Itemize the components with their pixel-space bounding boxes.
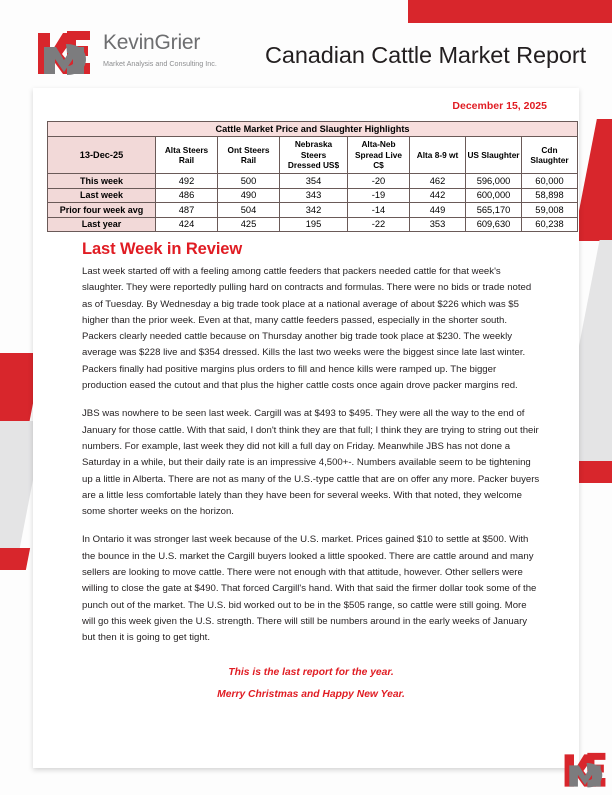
kg-monogram-icon: [36, 30, 92, 77]
content-card: [33, 88, 579, 768]
closing-line: This is the last report for the year.: [228, 666, 394, 678]
row-label: Prior four week avg: [48, 203, 156, 218]
highlights-table-container: [47, 121, 569, 232]
table-cell: 442: [410, 188, 466, 203]
table-cell: 504: [218, 203, 280, 218]
column-header-nebraska-steers-dressed: [280, 137, 348, 174]
article-paragraph: JBS was nowhere to be seen last week. Cargill was at $493 to $495. They were all the way to the end of January for those cattle. With that said, I don't think they are that full; I think they are trying to string out their numbers. For example, last week they did not kill a full day on Friday. Meanwhile JBS has not done a Saturday in a while, but their daily rate is an impressive 4,500+-. Numbers available seem to be tightening up a little in Alberta. There are not as many of the U.S.-type cattle that are on offer any more. Packer buyers are a little less comfortable lately than they have been for several weeks. With that noted, they welcome some shorter weeks on the horizon.: [82, 408, 540, 518]
header-line: US Slaughter: [467, 149, 520, 160]
header-line: Steers: [300, 149, 327, 160]
column-header-cdn-slaughter: [522, 137, 578, 174]
closing-line: Merry Christmas and Happy New Year.: [217, 688, 405, 700]
header-line: Rail: [178, 155, 195, 165]
column-header-us-slaughter: [466, 137, 522, 174]
brand-logo: [36, 30, 217, 77]
header-line: Spread Live: [354, 149, 403, 160]
header-line: Ont Steers: [227, 144, 270, 155]
table-row: [48, 217, 578, 232]
table-title: Cattle Market Price and Slaughter Highlights: [48, 122, 578, 137]
table-cell: -19: [348, 188, 410, 203]
brand-name: KevinGrier: [103, 31, 201, 54]
table-cell: 486: [156, 188, 218, 203]
row-label: Last week: [48, 188, 156, 203]
table-cell: 565,170: [466, 203, 522, 218]
table-cell: 342: [280, 203, 348, 218]
table-cell: -22: [348, 217, 410, 232]
article-paragraph: Last week started off with a feeling among cattle feeders that packers needed cattle for that week's slaughter. They were reportedly pulling hard on contracts and formulas. There were no bids or trade noted as of Tuesday. By Wednesday a big trade took place at a national average of about $226 which was $5 higher than the prior week. Even at that, many cattle feeders passed, especially in the shorter south. Packers clearly needed cattle because on Thursday another big trade took place at $230. The weekly average was $228 live and $354 dressed. Kills the last two weeks were the biggest since late last winter. Packers finally had positive margins plus orders to fill and hence kills were ramped up. The bigger production eased the cutout and that plus the higher cattle costs once again drove packer margins red.: [82, 266, 532, 392]
table-corner-label: 13-Dec-25: [48, 137, 156, 174]
table-cell: 60,000: [522, 174, 578, 189]
report-date: December 15, 2025: [452, 100, 547, 112]
cattle-market-highlights-table: [47, 121, 578, 232]
header-line: Rail: [240, 155, 257, 165]
table-cell: 500: [218, 174, 280, 189]
table-cell: 609,630: [466, 217, 522, 232]
brand-tagline: Market Analysis and Consulting Inc.: [103, 59, 217, 68]
table-cell: 59,008: [522, 203, 578, 218]
table-cell: 195: [280, 217, 348, 232]
table-cell: 58,898: [522, 188, 578, 203]
article-paragraph: In Ontario it was stronger last week because of the U.S. market. Prices gained $10 to settle at $500. With the bounce in the U.S. market the Cargill buyers looked a little spooked. There are cattle around and many sellers are looking to move cattle. There were not enough with that attitude, however. Other sellers were willing to close the gate at $490. That forced Cargill's hand. With that said the firmer dollar took some of the punch out of the market. The U.S. bid worked out to be in the $505 range, so cattle were still going. More will go this week given the U.S. strength. There will still be numbers around in the early weeks of January but then it is going to get tight.: [82, 534, 537, 644]
table-cell: 596,000: [466, 174, 522, 189]
row-label: This week: [48, 174, 156, 189]
table-cell: 353: [410, 217, 466, 232]
brand-wordmark: [103, 30, 217, 69]
table-title-row: [48, 122, 578, 137]
report-title: Canadian Cattle Market Report: [265, 42, 587, 68]
table-cell: 425: [218, 217, 280, 232]
table-cell: 487: [156, 203, 218, 218]
column-header-alta-neb-spread-live: [348, 137, 410, 174]
closing-message: [82, 662, 540, 706]
table-cell: 449: [410, 203, 466, 218]
table-row: [48, 188, 578, 203]
header-line: Alta 8-9 wt: [416, 149, 459, 160]
header-line: Cdn: [541, 144, 558, 155]
header-line: Slaughter: [530, 155, 569, 165]
table-cell: 343: [280, 188, 348, 203]
table-row: [48, 203, 578, 218]
decorative-left-red-strip: [0, 548, 30, 570]
header-line: Nebraska: [294, 139, 333, 150]
column-header-alta-8-9-wt: [410, 137, 466, 174]
table-cell: -14: [348, 203, 410, 218]
header-line: Alta-Neb: [361, 139, 396, 150]
header-line: Alta Steers: [164, 144, 209, 155]
kg-monogram-footer-icon: [563, 752, 607, 789]
table-cell: 354: [280, 174, 348, 189]
table-cell: 490: [218, 188, 280, 203]
page-header: [0, 0, 612, 92]
header-line: C$: [373, 160, 384, 171]
row-label: Last year: [48, 217, 156, 232]
table-cell: 462: [410, 174, 466, 189]
table-cell: 60,238: [522, 217, 578, 232]
table-cell: 600,000: [466, 188, 522, 203]
table-cell: 492: [156, 174, 218, 189]
table-cell: -20: [348, 174, 410, 189]
column-header-alta-steers-rail: [156, 137, 218, 174]
column-header-ont-steers-rail: [218, 137, 280, 174]
section-heading: Last Week in Review: [82, 240, 243, 258]
header-line: Dressed US$: [287, 160, 340, 171]
table-cell: 424: [156, 217, 218, 232]
table-header-row: [48, 137, 578, 174]
article-body: [82, 240, 540, 706]
table-row: [48, 174, 578, 189]
